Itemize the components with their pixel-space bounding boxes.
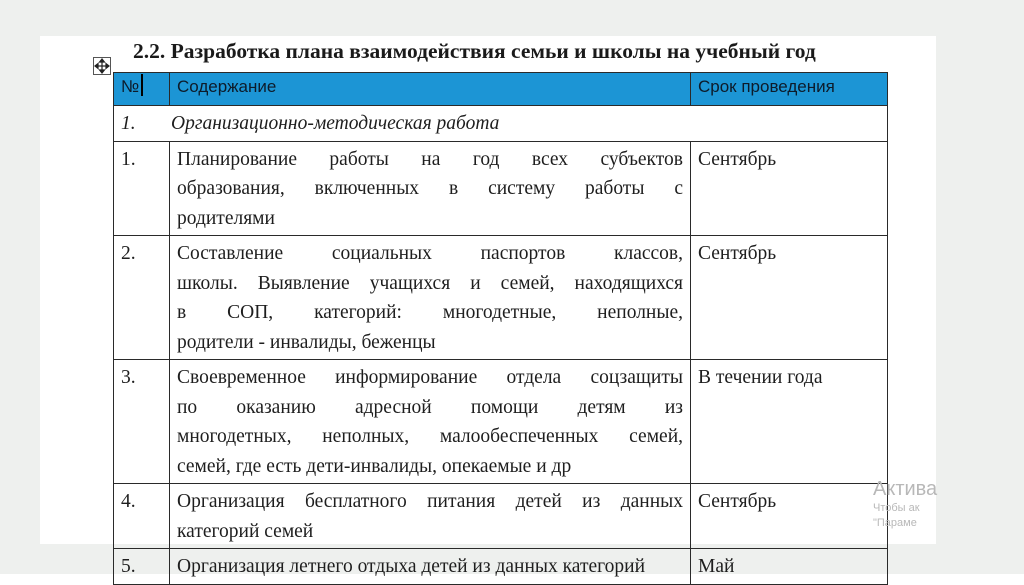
content-line: родителями: [177, 207, 275, 229]
frame-right: [936, 0, 1024, 574]
section-cell[interactable]: [114, 106, 888, 142]
table-header-row: [114, 73, 888, 106]
content-line: школы. Выявление учащихся и семей, находящихся: [177, 272, 683, 294]
content-line: в СОП, категорий: многодетные, неполные,: [177, 302, 683, 323]
row-content-cell[interactable]: [170, 549, 691, 585]
row-number-cell[interactable]: 3.: [114, 360, 170, 484]
document-page: [40, 36, 936, 577]
activation-watermark: [873, 478, 937, 531]
table-row: [114, 549, 888, 585]
header-number-label: №: [121, 77, 140, 96]
watermark-title: Актива: [873, 478, 938, 500]
table-row: [114, 484, 888, 549]
row-content-cell[interactable]: [170, 484, 691, 549]
header-number-cell[interactable]: [114, 73, 170, 106]
content-line: Организация бесплатного питания детей из данных: [177, 491, 683, 512]
row-deadline-cell[interactable]: Сентябрь: [691, 236, 888, 360]
content-line: родители - инвалиды, беженцы: [177, 331, 436, 353]
row-deadline-cell[interactable]: Май: [691, 549, 888, 585]
row-deadline-cell[interactable]: В течении года: [691, 360, 888, 484]
frame-top: [0, 0, 1024, 36]
row-number-cell[interactable]: 5.: [114, 549, 170, 585]
row-number-cell[interactable]: 1.: [114, 141, 170, 236]
table-row: [114, 236, 888, 360]
table-move-handle-icon[interactable]: [93, 57, 111, 75]
frame-left: [0, 0, 40, 574]
text-cursor: [141, 74, 143, 96]
content-line: категорий семей: [177, 520, 314, 542]
content-line: Организация летнего отдыха детей из данных категорий: [177, 556, 646, 577]
row-deadline-cell[interactable]: Сентябрь: [691, 484, 888, 549]
content-line: по оказанию адресной помощи детям из: [177, 396, 683, 418]
table-row: [114, 360, 888, 484]
content-line: образования, включенных в систему работы с: [177, 178, 683, 199]
content-line: Своевременное информирование отдела соцзащиты: [177, 367, 683, 388]
content-line: многодетных, неполных, малообеспеченных семей,: [177, 426, 683, 447]
plan-table: [113, 72, 888, 585]
content-line: семей, где есть дети-инвалиды, опекаемые и др: [177, 455, 572, 477]
section-number: 1.: [121, 113, 136, 134]
document-title: 2.2. Разработка плана взаимодействия семьи и школы на учебный год: [133, 39, 816, 63]
row-number-cell[interactable]: 2.: [114, 236, 170, 360]
header-content-cell[interactable]: Содержание: [170, 73, 691, 106]
row-content-cell[interactable]: [170, 236, 691, 360]
section-title: Организационно-методическая работа: [171, 113, 500, 134]
watermark-line-2: "Параме: [873, 517, 917, 529]
content-line: Планирование работы на год всех субъектов: [177, 148, 683, 170]
header-deadline-cell[interactable]: Срок проведения: [691, 73, 888, 106]
row-content-cell[interactable]: [170, 141, 691, 236]
section-row: [114, 106, 888, 142]
content-line: Составление социальных паспортов классов,: [177, 243, 683, 264]
row-deadline-cell[interactable]: Сентябрь: [691, 141, 888, 236]
table-row: [114, 141, 888, 236]
row-content-cell[interactable]: [170, 360, 691, 484]
row-number-cell[interactable]: 4.: [114, 484, 170, 549]
watermark-line-1: Чтобы ак: [873, 502, 920, 514]
